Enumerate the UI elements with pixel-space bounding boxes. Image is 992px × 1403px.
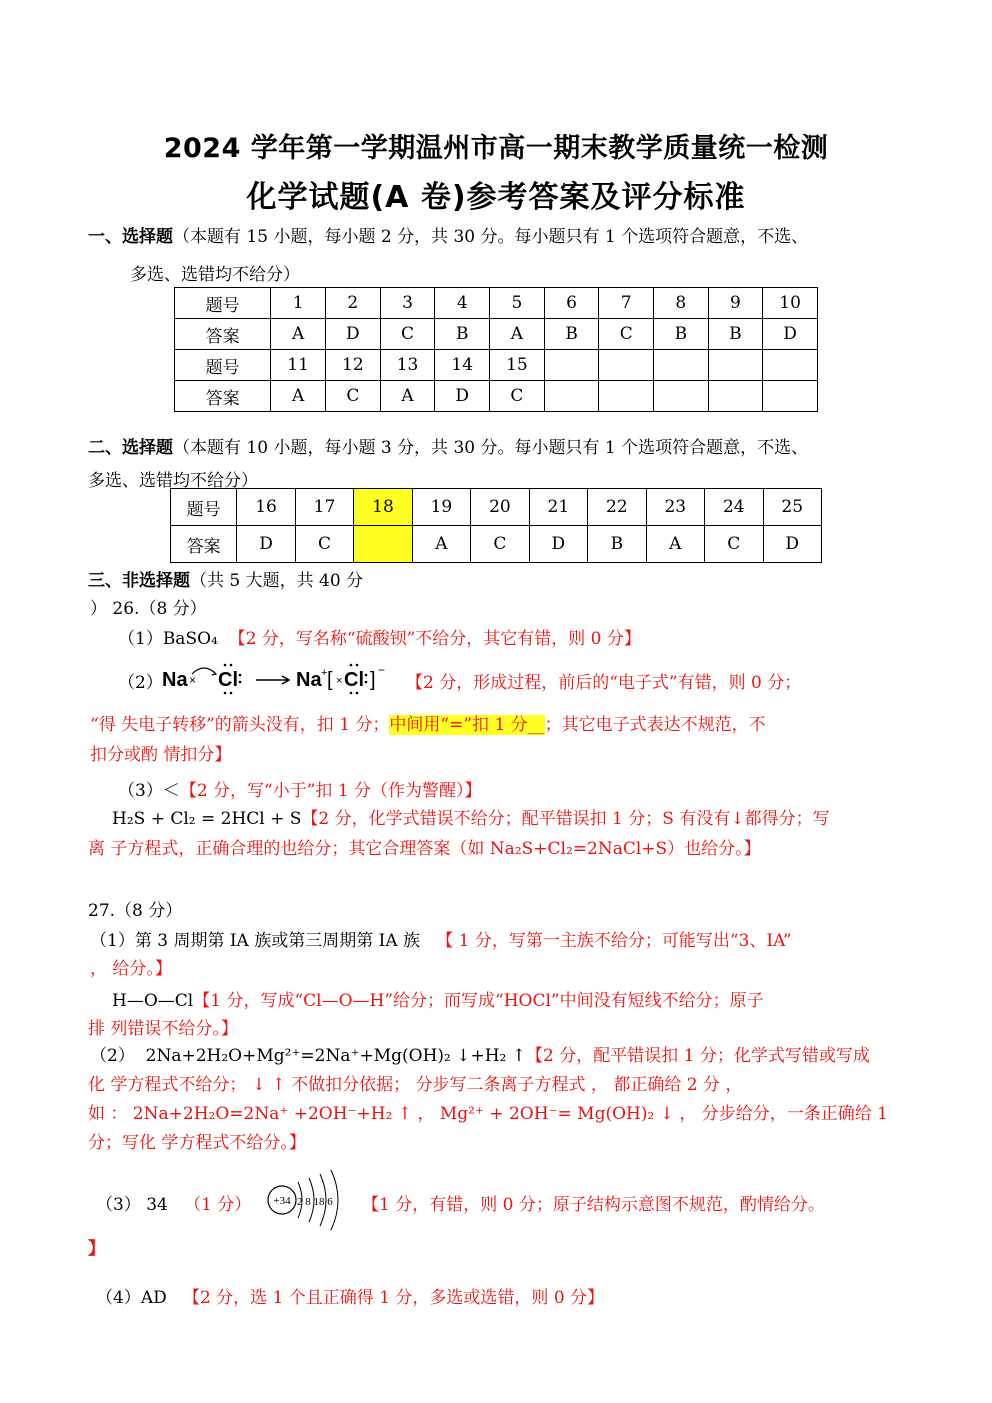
table-cell: B: [654, 319, 709, 350]
table-cell: 21: [529, 489, 587, 526]
table-cell: [708, 350, 763, 381]
q26-p3b-line2: 离 子方程式，正确合理的也给分；其它合理答案（如 Na₂S+Cl₂=2NaCl+S）也给分。】: [88, 839, 761, 859]
table-cell: [544, 381, 599, 412]
section2-desc-line1: （本题有 10 小题，每小题 3 分，共 30 分。每小题只有 1 个选项符合题意，不选、: [173, 438, 809, 458]
q26-p2-line2: [90, 710, 766, 735]
table-row-header: 答案: [175, 319, 271, 350]
table-cell: C: [599, 319, 654, 350]
q27-part3: [96, 1190, 251, 1215]
q26-p3b-note: 【2 分，化学式错误不给分；配平错误扣 1 分；S 有没有↓都得分；写: [301, 809, 830, 829]
electron-dot-icon: [224, 692, 227, 695]
electron-dot-icon: [356, 692, 359, 695]
table-cell: [763, 350, 818, 381]
table-row: [175, 319, 818, 350]
table-cell: A: [271, 381, 326, 412]
atom-structure-diagram: [262, 1168, 354, 1232]
table-cell: 23: [646, 489, 704, 526]
q26-p3-note: 【2 分，写“小于”扣 1 分（作为警醒）】: [179, 781, 482, 801]
q27-p4-note: 【2 分，选 1 个且正确得 1 分，多选或选错，则 0 分】: [182, 1288, 605, 1308]
table-cell: 11: [271, 350, 326, 381]
formula-plus: +: [321, 667, 328, 679]
q26-part1: [118, 624, 641, 649]
table-cell: C: [295, 526, 353, 563]
q26-p1-note: 【2 分，写名称“硫酸钡”不给分，其它有错，则 0 分】: [228, 629, 641, 649]
electron-formula-diagram: [158, 656, 398, 700]
table-cell: 10: [763, 288, 818, 319]
table-cell: C: [705, 526, 763, 563]
table-cell: 12: [325, 350, 380, 381]
table-row: [175, 350, 818, 381]
q26-p3b-eq: H₂S + Cl₂ = 2HCl + S: [112, 809, 302, 829]
section2-answer-table: [170, 488, 822, 563]
table-cell: C: [490, 381, 545, 412]
table-row-header: 答案: [171, 526, 237, 563]
table-cell: 25: [763, 489, 822, 526]
q26-part3b: [112, 804, 830, 829]
table-row: [175, 288, 818, 319]
table-row: [171, 526, 822, 563]
q27-p4-label: （4）AD: [96, 1288, 167, 1308]
table-cell: B: [708, 319, 763, 350]
electron-dot-icon: [239, 674, 242, 677]
electron-dot-icon: [230, 692, 233, 695]
table-cell: 18: [354, 489, 412, 526]
table-cell: 9: [708, 288, 763, 319]
table-cell: 5: [490, 288, 545, 319]
electron-dot-icon: [365, 674, 368, 677]
formula-bracket-close: ]: [370, 669, 376, 691]
nucleus-charge: +34: [273, 1195, 291, 1207]
table-row: [171, 489, 822, 526]
table-cell: D: [237, 526, 295, 563]
table-cell: 24: [705, 489, 763, 526]
table-cell: D: [325, 319, 380, 350]
table-cell: [544, 350, 599, 381]
table-cell: 6: [544, 288, 599, 319]
q26-part2: [118, 668, 163, 693]
table-cell: [599, 381, 654, 412]
q27-p2-line3: 如 ： 2Na+2H₂O=2Na⁺ +2OH⁻+H₂ ↑ ， Mg²⁺ + 2OH⁻= Mg(OH)₂ ↓ ， 分步给分，一条正确给 1: [88, 1104, 888, 1124]
q27-part2: [90, 1041, 870, 1066]
shell-electrons: 2 8 18 6: [297, 1196, 333, 1208]
table-cell: D: [763, 526, 822, 563]
q27-part1b: [112, 986, 764, 1011]
section1-desc-line2: 多选、选错均不给分）: [130, 265, 300, 285]
q26-label: 26.（8 分）: [112, 599, 207, 619]
q27-part4: [96, 1283, 604, 1308]
page-subtitle: 化学试题(A 卷)参考答案及评分标准: [246, 180, 746, 215]
q26-p2-note: 【2 分，形成过程，前后的“电子式”有错，则 0 分；: [406, 673, 802, 693]
q27-label: 27.（8 分）: [88, 901, 183, 921]
q26-part3: [118, 776, 482, 801]
stray-paren: ）: [90, 599, 107, 619]
table-cell: A: [380, 381, 435, 412]
table-cell: 16: [237, 489, 295, 526]
q27-p3-note: 【1 分，有错，则 0 分；原子结构示意图不规范，酌情给分。: [362, 1195, 825, 1215]
table-cell: D: [763, 319, 818, 350]
electron-dot-icon: [350, 692, 353, 695]
q26-p2-label: （2）: [118, 673, 163, 693]
q27-p1b-line2: 排 列错误不给分。】: [88, 1019, 238, 1039]
section1-heading: 一、选择题: [88, 227, 173, 247]
q27-p2-note: 【2 分，配平错误扣 1 分；化学式写错或写成: [526, 1046, 870, 1066]
table-cell: [654, 381, 709, 412]
table-cell: A: [490, 319, 545, 350]
q27-p2-eq: 2Na+2H₂O+Mg²⁺=2Na⁺+Mg(OH)₂ ↓+H₂ ↑: [145, 1046, 527, 1066]
table-row-header: 题号: [171, 489, 237, 526]
table-cell: [599, 350, 654, 381]
q26-p1-label: （1）BaSO₄: [118, 629, 218, 649]
table-cell: 17: [295, 489, 353, 526]
q26-p3-label: （3）＜: [118, 781, 180, 801]
q27-p3-close: 】: [88, 1239, 105, 1259]
table-cell: 7: [599, 288, 654, 319]
table-row: [175, 381, 818, 412]
table-cell: 1: [271, 288, 326, 319]
section3-desc: （共 5 大题，共 40 分: [190, 571, 364, 591]
electron-dot-icon: [350, 664, 353, 667]
table-cell: 19: [412, 489, 470, 526]
q26-p2-line2a: “得 失电子转移”的箭头没有，扣 1 分；: [90, 715, 390, 735]
q27-p1b-note: 【1 分，写成“Cl—O—H”给分；而写成“HOCl”中间没有短线不给分；原子: [193, 991, 764, 1011]
table-cell: B: [435, 319, 490, 350]
q27-p3-score: （1 分）: [184, 1195, 252, 1215]
electron-dot-icon: [365, 681, 368, 684]
table-cell: 15: [490, 350, 545, 381]
section3-header: [88, 566, 363, 591]
table-cell: 3: [380, 288, 435, 319]
q27-p3-label: （3） 34: [96, 1195, 168, 1215]
q26-p2-line2c: ；其它电子式表达不规范，不: [544, 715, 766, 735]
table-cell: 4: [435, 288, 490, 319]
formula-bracket-open: [: [327, 669, 333, 691]
table-cell: C: [380, 319, 435, 350]
electron-dot-icon: [239, 681, 242, 684]
section1-answer-table: [174, 287, 818, 412]
table-row-header: 题号: [175, 350, 271, 381]
table-cell: A: [271, 319, 326, 350]
q27-p2-label: （2）: [90, 1046, 135, 1066]
table-cell: 13: [380, 350, 435, 381]
table-cell: 14: [435, 350, 490, 381]
q27-p2-line4: 分；写化 学方程式不给分。】: [88, 1133, 306, 1153]
q26-header: [90, 594, 207, 619]
table-cell: A: [412, 526, 470, 563]
q27-p2-line2: 化 学方程式不给分； ↓ ↑ 不做扣分依据； 分步写二条离子方程式 ， 都正确给 2 分 ，: [88, 1075, 743, 1095]
table-cell: D: [435, 381, 490, 412]
table-cell: 20: [471, 489, 529, 526]
section3-heading: 三、非选择题: [88, 571, 190, 591]
table-cell: B: [588, 526, 646, 563]
table-cell: [763, 381, 818, 412]
section1-header: [88, 222, 808, 247]
q26-p2-highlight: 中间用“=”扣 1 分__: [389, 715, 545, 735]
section2-header: [88, 433, 808, 458]
formula-cross-right: ×: [336, 675, 343, 687]
table-cell: 8: [654, 288, 709, 319]
table-row-header: 答案: [175, 381, 271, 412]
q27-p1b-label: H—O—Cl: [112, 991, 194, 1011]
table-cell: 2: [325, 288, 380, 319]
page-title: 2024 学年第一学期温州市高一期末教学质量统一检测: [163, 133, 829, 164]
section1-desc-line1: （本题有 15 小题，每小题 2 分，共 30 分。每小题只有 1 个选项符合题意，不选、: [173, 227, 809, 247]
section2-desc-line2: 多选、选错均不给分）: [88, 471, 258, 491]
q27-part1: [90, 926, 792, 951]
electron-dot-icon: [230, 664, 233, 667]
q27-p1-note: 【 1 分，写第一主族不给分；可能写出“3、IA”: [436, 931, 792, 951]
electron-dot-icon: [356, 664, 359, 667]
table-row-header: 题号: [175, 288, 271, 319]
formula-cl-left: Cl: [218, 669, 238, 691]
electron-dot-icon: [224, 664, 227, 667]
section2-heading: 二、选择题: [88, 438, 173, 458]
formula-na-left: Na: [162, 669, 188, 691]
table-cell: 22: [588, 489, 646, 526]
table-cell: [354, 526, 412, 563]
table-cell: C: [471, 526, 529, 563]
table-cell: [708, 381, 763, 412]
table-cell: C: [325, 381, 380, 412]
formula-cross: ×: [189, 673, 197, 687]
q26-p2-line3: 扣分或酌 情扣分】: [90, 745, 232, 765]
formula-na-right: Na: [296, 669, 322, 691]
table-cell: B: [544, 319, 599, 350]
table-cell: A: [646, 526, 704, 563]
formula-minus: −: [378, 663, 386, 677]
q27-p1-line2: ， 给分。】: [90, 959, 172, 979]
q27-p1-label: （1）第 3 周期第 IA 族或第三周期第 IA 族: [90, 931, 421, 951]
table-cell: [654, 350, 709, 381]
table-cell: D: [529, 526, 587, 563]
formula-cl-right: Cl: [344, 669, 364, 691]
